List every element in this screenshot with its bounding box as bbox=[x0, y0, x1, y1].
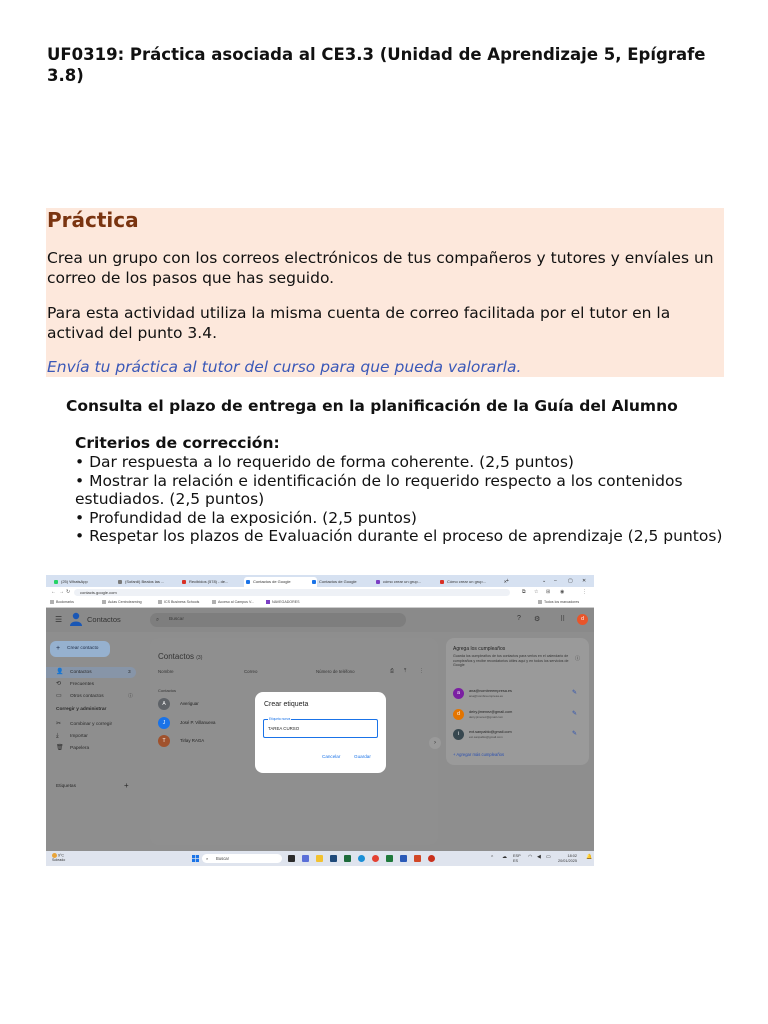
browser-tab-bar bbox=[46, 575, 594, 587]
browser-tab[interactable]: (Sofardi) Bealos las ... bbox=[116, 577, 187, 587]
add-birthday-icon[interactable]: ✎ bbox=[572, 711, 578, 717]
avatar: A bbox=[158, 698, 170, 710]
edge-icon[interactable] bbox=[358, 855, 365, 862]
battery-icon[interactable]: ▭ bbox=[546, 854, 551, 860]
wifi-icon[interactable]: ◠ bbox=[528, 854, 533, 860]
sidebar-item-other-contacts[interactable]: ▭ Otros contactos ⓘ bbox=[46, 691, 136, 702]
bookmark-item[interactable]: NAVEGADORES bbox=[266, 599, 300, 606]
contacts-count: 3 bbox=[128, 670, 131, 675]
clock[interactable]: 18:02 20/01/2025 bbox=[558, 854, 578, 863]
forward-icon[interactable]: → bbox=[59, 589, 64, 595]
tab-favicon-icon bbox=[118, 580, 122, 584]
gear-icon[interactable]: ⚙ bbox=[534, 616, 541, 623]
browser-tab[interactable]: Cómo crear un grup... ✕ bbox=[438, 577, 509, 587]
add-label-button[interactable]: + bbox=[124, 781, 129, 790]
cast-icon[interactable]: ⧉ bbox=[522, 589, 526, 595]
main-title: Contactos (3) bbox=[158, 652, 203, 661]
search-placeholder: Buscar bbox=[169, 617, 184, 622]
chevron-up-icon[interactable]: ⌃ bbox=[490, 855, 495, 861]
bookmark-item[interactable]: Aulas Centrolearning bbox=[102, 599, 142, 606]
tab-favicon-icon bbox=[246, 580, 250, 584]
create-label-dialog bbox=[255, 692, 386, 773]
avatar: a bbox=[453, 688, 464, 699]
save-button[interactable]: Guardar bbox=[354, 754, 371, 759]
chrome-icon[interactable] bbox=[372, 855, 379, 862]
contacts-logo-icon bbox=[70, 612, 82, 626]
contacts-app-bar bbox=[46, 608, 594, 632]
next-arrow-button[interactable]: › bbox=[429, 737, 441, 749]
person-icon: 👤 bbox=[56, 669, 64, 675]
practice-paragraph-2: Para esta actividad utiliza la misma cuenta de correo facilitada por el tutor en la activad del punto 3.4. bbox=[47, 304, 671, 342]
practice-paragraph-1: Crea un grupo con los correos electrónicos de tus compañeros y tutores y envíales un correo de los pasos que has seguido. bbox=[47, 249, 714, 287]
practice-paragraph-3: Envía tu práctica al tutor del curso para que pueda valorarla. bbox=[47, 358, 522, 376]
birthdays-title: Agrega los cumpleaños bbox=[453, 646, 506, 652]
app-icon[interactable] bbox=[344, 855, 351, 862]
criteria-list bbox=[75, 453, 725, 546]
extensions-icon[interactable]: ⊞ bbox=[546, 589, 551, 595]
new-label-value: TAREA CURSO bbox=[268, 726, 300, 731]
sidebar-item-trash[interactable]: 🗑 Papelera bbox=[46, 743, 136, 754]
history-icon: ⟲ bbox=[56, 681, 62, 687]
teams-icon[interactable] bbox=[302, 855, 309, 862]
export-icon[interactable]: ⤒ bbox=[404, 668, 407, 674]
criteria-item: • Respetar los plazos de Evaluación durante el proceso de aprendizaje (2,5 puntos) bbox=[75, 527, 723, 545]
tab-favicon-icon bbox=[440, 580, 444, 584]
avatar: J bbox=[158, 717, 170, 729]
minimize-icon[interactable]: – bbox=[554, 578, 557, 584]
tab-favicon-icon bbox=[54, 580, 58, 584]
star-icon[interactable]: ☆ bbox=[534, 589, 539, 595]
avatar: i bbox=[453, 729, 464, 740]
inbox-icon: ▭ bbox=[56, 693, 62, 699]
birthdays-description: Guarda los cumpleaños de tus contactos para verlos en el calendario de cumpleaños y recibe recordatorios útiles aquí y en todos los servicios de Google bbox=[453, 654, 569, 668]
contacts-section-label: Contactos bbox=[158, 688, 177, 693]
browser-tab[interactable]: cómo crear un grup... bbox=[374, 577, 445, 587]
new-tab-button[interactable]: + bbox=[506, 578, 509, 584]
bookmarks-bar bbox=[46, 598, 594, 608]
browser-tab[interactable]: Recibidos (578) - de... bbox=[180, 577, 251, 587]
address-bar-row bbox=[46, 587, 594, 598]
file-explorer-icon[interactable] bbox=[316, 855, 323, 862]
avatar: d bbox=[453, 709, 464, 720]
all-bookmarks[interactable]: Todos los marcadores bbox=[538, 599, 579, 606]
add-birthday-icon[interactable]: ✎ bbox=[572, 690, 578, 696]
browser-tab[interactable]: Contactos de Google bbox=[310, 577, 381, 587]
bookmark-icon bbox=[102, 600, 106, 604]
cloud-icon[interactable]: ☁ bbox=[502, 854, 507, 860]
search-icon: ⌕ bbox=[156, 617, 160, 623]
hamburger-icon[interactable]: ☰ bbox=[55, 615, 63, 624]
sidebar-item-merge[interactable]: ✂ Combinar y corregir bbox=[46, 719, 136, 730]
word-icon[interactable] bbox=[400, 855, 407, 862]
taskbar-search-input[interactable]: ⌕ Buscar bbox=[202, 854, 282, 863]
search-input[interactable] bbox=[150, 613, 406, 627]
tab-favicon-icon bbox=[376, 580, 380, 584]
bookmark-item[interactable]: Acceso al Campus V... bbox=[212, 599, 254, 606]
excel-icon[interactable] bbox=[386, 855, 393, 862]
practice-heading: Práctica bbox=[47, 208, 139, 232]
info-icon[interactable]: ⓘ bbox=[128, 694, 133, 699]
reload-icon[interactable]: ↻ bbox=[66, 589, 71, 595]
windows-taskbar bbox=[46, 851, 594, 866]
tab-favicon-icon bbox=[182, 580, 186, 584]
dialog-title: Crear etiqueta bbox=[264, 701, 309, 708]
column-header-name: Nombre bbox=[158, 669, 174, 674]
browser-tab-active[interactable]: Contactos de Google bbox=[244, 577, 317, 587]
help-icon[interactable]: ? bbox=[517, 615, 521, 622]
tab-favicon-icon bbox=[312, 580, 316, 584]
language-indicator[interactable]: ESP ES bbox=[513, 854, 521, 863]
info-icon[interactable]: ⓘ bbox=[575, 656, 581, 662]
notification-bell-icon[interactable]: 🔔 bbox=[586, 854, 593, 860]
print-icon[interactable]: ⎙ bbox=[390, 668, 395, 674]
windows-start-icon[interactable] bbox=[192, 855, 199, 862]
bookmark-icon bbox=[266, 600, 270, 604]
contacts-main-panel: Contactos (3) Nombre Correo Número de teléfono ⎙ ⤒ ⋮ Contactos A Averiguar J José P. Villanueva T Tirlay RAGA bbox=[150, 638, 438, 845]
practice-box bbox=[46, 208, 724, 377]
sidebar bbox=[46, 632, 146, 851]
deadline-note: Consulta el plazo de entrega en la planificación de la Guía del Alumno bbox=[66, 397, 678, 415]
add-more-birthdays-link[interactable]: + Agregar más cumpleaños bbox=[453, 752, 505, 757]
powerpoint-icon[interactable] bbox=[414, 855, 421, 862]
criteria-item: • Profundidad de la exposición. (2,5 puntos) bbox=[75, 508, 417, 527]
sidebar-item-frequent[interactable]: ⟲ Frecuentes bbox=[46, 679, 136, 690]
app-icon[interactable] bbox=[428, 855, 435, 862]
embedded-screenshot bbox=[46, 575, 594, 866]
profile-icon[interactable]: ◉ bbox=[560, 589, 565, 595]
sidebar-item-import[interactable]: ⤓ Importar bbox=[46, 731, 136, 742]
add-birthday-icon[interactable]: ✎ bbox=[572, 731, 578, 737]
bookmark-item[interactable]: Bookmarks bbox=[50, 599, 74, 606]
avatar: T bbox=[158, 735, 170, 747]
close-window-icon[interactable]: ✕ bbox=[582, 578, 587, 584]
folder-icon bbox=[538, 600, 542, 604]
close-icon[interactable]: ✕ bbox=[503, 579, 507, 584]
search-icon: ⌕ bbox=[206, 856, 209, 861]
criteria-item: • Dar respuesta a lo requerido de forma coherente. (2,5 puntos) bbox=[75, 453, 574, 471]
new-label-field-label: Etiqueta nueva bbox=[269, 717, 291, 721]
browser-tab[interactable]: (25) WhatsApp bbox=[52, 577, 123, 587]
import-icon: ⤓ bbox=[56, 733, 59, 739]
weather-widget[interactable]: 9°C Soleado bbox=[52, 853, 66, 862]
avatar[interactable]: d bbox=[577, 614, 588, 625]
menu-icon[interactable]: ⋮ bbox=[582, 589, 587, 595]
labels-heading: Etiquetas bbox=[56, 784, 77, 789]
apps-grid-icon[interactable]: ⠿ bbox=[560, 616, 566, 623]
bookmark-icon bbox=[50, 600, 54, 604]
document-title: UF0319: Práctica asociada al CE3.3 (Unidad de Aprendizaje 5, Epígrafe 3.8) bbox=[47, 45, 706, 85]
back-icon[interactable]: ← bbox=[51, 589, 56, 595]
store-icon[interactable] bbox=[330, 855, 337, 862]
trash-icon: 🗑 bbox=[56, 745, 64, 751]
merge-icon: ✂ bbox=[56, 721, 62, 727]
maximize-icon[interactable]: ▢ bbox=[568, 578, 573, 584]
birthdays-panel: Agrega los cumpleaños ⓘ Guarda los cumpleaños de tus contactos para verlos en el calendario de cumpleaños y recibe recordatorios útiles aquí y en todos los servicios de Google a ana@nombreempresa.es ana@nombreempresa.es ✎ d deiry.jimenez@gmail.com deiry.jimenez@gmail.com ✎ i ext.sanpablo@gmail.com ext.sanpablo@gmail.com ✎ + Agregar más cumpleaños bbox=[446, 638, 589, 765]
cancel-button[interactable]: Cancelar bbox=[322, 754, 341, 759]
volume-icon[interactable]: ◀ bbox=[537, 854, 541, 860]
tab-search-icon[interactable]: ⌄ bbox=[542, 578, 547, 584]
task-view-icon[interactable] bbox=[288, 855, 295, 862]
criteria-heading: Criterios de corrección: bbox=[75, 434, 280, 452]
more-options-icon[interactable]: ⋮ bbox=[419, 668, 424, 674]
app-title: Contactos bbox=[87, 615, 121, 624]
sidebar-item-contacts[interactable]: 👤 Contactos 3 bbox=[46, 667, 136, 678]
manage-heading: Corregir y administrar bbox=[56, 707, 107, 712]
column-header-phone: Número de teléfono bbox=[316, 669, 355, 674]
bookmark-item[interactable]: ICS Business Schools bbox=[158, 599, 199, 606]
bookmark-icon bbox=[158, 600, 162, 604]
url-input[interactable]: contacts.google.com bbox=[74, 589, 510, 596]
new-label-input[interactable] bbox=[263, 719, 378, 738]
criteria-item: • Mostrar la relación e identificación de lo requerido respecto a los contenidos estudiados. (2,5 puntos) bbox=[75, 471, 683, 508]
bookmark-icon bbox=[212, 600, 216, 604]
column-header-email: Correo bbox=[244, 669, 258, 674]
plus-icon: + bbox=[56, 645, 61, 652]
create-contact-button[interactable]: + Crear contacto bbox=[50, 641, 110, 657]
